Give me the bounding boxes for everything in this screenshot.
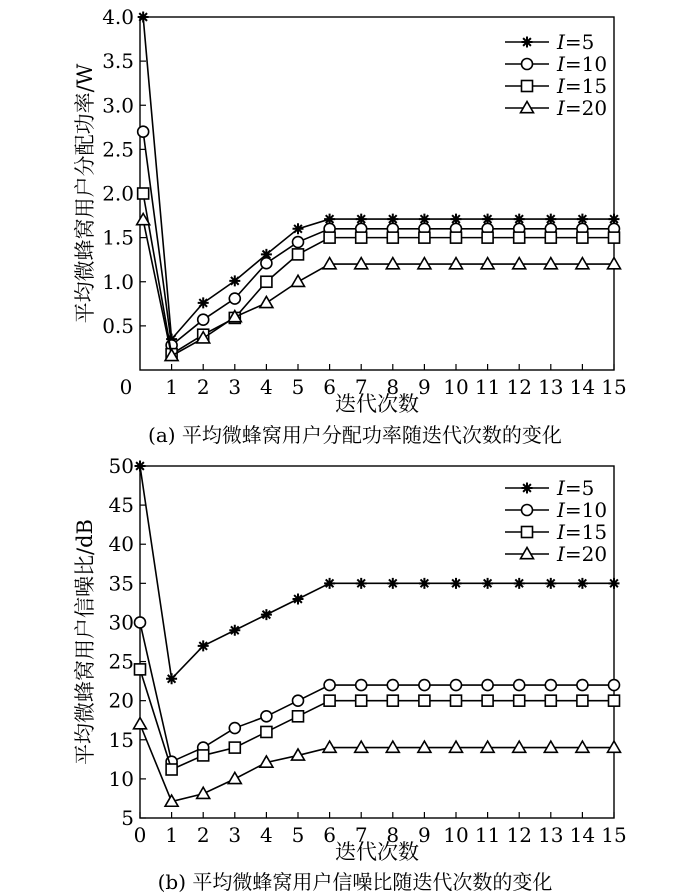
data-point [138, 126, 149, 137]
data-point [324, 680, 335, 691]
x-tick-label: 3 [228, 375, 242, 399]
data-point [609, 232, 620, 243]
data-point [418, 741, 431, 752]
data-point [138, 12, 149, 23]
data-point [609, 578, 620, 589]
data-point [577, 695, 588, 706]
data-point [134, 718, 147, 729]
legend-item [505, 520, 607, 544]
data-point [577, 232, 588, 243]
data-point [451, 695, 462, 706]
legend-marker [522, 81, 533, 92]
y-tick-label: 40 [108, 532, 134, 557]
y-tick-label: 50 [108, 454, 134, 478]
data-point [293, 593, 304, 604]
data-point [324, 232, 335, 243]
data-point [356, 695, 367, 706]
legend-marker [522, 527, 533, 538]
data-point [261, 276, 272, 287]
x-tick-label: 10 [443, 823, 469, 847]
x-tick-label: 1 [165, 823, 178, 847]
legend-item [505, 542, 607, 566]
x-tick-label: 6 [323, 375, 336, 399]
legend-item [505, 30, 594, 54]
data-point [355, 258, 368, 269]
data-point [419, 232, 430, 243]
data-point [387, 578, 398, 589]
x-tick-label: 7 [354, 375, 368, 399]
data-point [577, 578, 588, 589]
x-tick-label: 0 [133, 823, 147, 847]
x-tick-label: 13 [538, 375, 564, 399]
data-point [293, 249, 304, 260]
x-tick-label: 15 [601, 823, 627, 847]
series-I-5 [138, 12, 620, 345]
legend-item [505, 74, 607, 98]
data-point [166, 764, 177, 775]
data-point [482, 695, 493, 706]
y-tick-label: 35 [108, 571, 134, 596]
legend-label: I=20 [557, 96, 608, 120]
data-point [135, 617, 146, 628]
data-point [513, 258, 526, 269]
x-tick-label: 12 [506, 375, 532, 399]
data-point [261, 258, 272, 269]
series-line [143, 132, 614, 346]
data-point [355, 741, 368, 752]
data-point [544, 258, 557, 269]
y-tick-label: 1.0 [102, 269, 134, 294]
y-tick-label: 45 [108, 493, 134, 518]
x-tick-label: 3 [228, 823, 242, 847]
x-tick-label: 5 [291, 823, 305, 847]
y-tick-label: 2.5 [102, 137, 134, 162]
legend-label: I=5 [557, 30, 595, 54]
data-point [324, 695, 335, 706]
data-point [292, 275, 305, 286]
y-tick-label: 5 [121, 806, 134, 830]
legend-marker [522, 37, 533, 48]
legend-marker [522, 483, 533, 494]
data-point [293, 237, 304, 248]
data-point [514, 578, 525, 589]
data-point [260, 296, 273, 307]
series-line [140, 466, 614, 679]
data-point [608, 741, 621, 752]
data-point [481, 258, 494, 269]
chart-a [73, 5, 627, 447]
legend-label: I=10 [557, 52, 608, 76]
y-tick-label: 2.0 [102, 181, 134, 206]
legend-item [505, 52, 607, 76]
y-tick-label: 30 [108, 610, 134, 635]
data-point [293, 695, 304, 706]
data-point [229, 293, 240, 304]
y-tick-label: 15 [108, 727, 134, 752]
data-point [356, 232, 367, 243]
data-point [450, 741, 463, 752]
x-tick-label: 12 [506, 823, 532, 847]
y-tick-label: 10 [108, 766, 134, 791]
data-point [482, 232, 493, 243]
series-line [143, 194, 614, 355]
data-point [576, 258, 589, 269]
data-point [608, 258, 621, 269]
data-point [482, 680, 493, 691]
data-point [451, 578, 462, 589]
x-tick-label: 11 [474, 375, 501, 399]
data-point [261, 609, 272, 620]
x-tick-label: 2 [196, 823, 210, 847]
x-tick-label: 10 [443, 375, 469, 399]
x-tick-label: 14 [569, 375, 596, 399]
series-line [143, 220, 614, 356]
legend-marker [522, 59, 533, 70]
x-tick-label: 8 [386, 823, 400, 847]
y-axis-label: 平均微蜂窝用户信噪比/dB [73, 519, 97, 765]
legend-marker [521, 102, 534, 113]
chart-caption: (b) 平均微蜂窝用户信噪比随迭代次数的变化 [157, 870, 553, 894]
series-line [140, 724, 614, 801]
data-point [135, 461, 146, 472]
data-point [135, 664, 146, 675]
x-tick-label: 14 [569, 823, 596, 847]
x-tick-label: 4 [260, 375, 273, 399]
data-point [356, 578, 367, 589]
data-point [387, 695, 398, 706]
x-tick-label: 15 [601, 375, 627, 399]
data-point [356, 680, 367, 691]
x-tick-label: 8 [386, 375, 400, 399]
data-point [514, 680, 525, 691]
x-tick-label: 11 [474, 823, 501, 847]
data-point [544, 741, 557, 752]
data-point [198, 314, 209, 325]
data-point [545, 232, 556, 243]
data-point [293, 223, 304, 234]
x-tick-label: 5 [291, 375, 305, 399]
y-axis-label: 平均微蜂窝用户分配功率/W [73, 63, 97, 324]
legend-label: I=20 [557, 542, 608, 566]
legend-marker [521, 548, 534, 559]
x-tick-label: 9 [418, 823, 431, 847]
data-point [576, 741, 589, 752]
plot-frame [140, 17, 614, 370]
legend-label: I=15 [557, 74, 608, 98]
data-point [545, 578, 556, 589]
data-point [450, 258, 463, 269]
data-point [198, 640, 209, 651]
legend-label: I=5 [557, 476, 595, 500]
data-point [197, 787, 210, 798]
data-point [419, 578, 430, 589]
x-axis-label: 迭代次数 [335, 392, 419, 416]
y-tick-label: 1.5 [102, 225, 134, 250]
legend-item [505, 476, 594, 500]
y-tick-label: 4.0 [102, 5, 134, 29]
data-point [451, 232, 462, 243]
x-tick-label: 2 [196, 375, 210, 399]
data-point [229, 625, 240, 636]
data-point [229, 742, 240, 753]
series-line [143, 17, 614, 339]
legend [505, 476, 607, 566]
origin-label: 0 [119, 375, 133, 399]
legend-label: I=10 [557, 498, 608, 522]
x-tick-label: 1 [165, 375, 178, 399]
data-point [324, 578, 335, 589]
data-point [198, 297, 209, 308]
data-point [577, 680, 588, 691]
data-point [138, 188, 149, 199]
data-point [418, 258, 431, 269]
chart-caption: (a) 平均微蜂窝用户分配功率随迭代次数的变化 [148, 423, 562, 447]
data-point [261, 711, 272, 722]
series-I-5 [135, 461, 620, 685]
legend-item [505, 498, 607, 522]
data-point [229, 275, 240, 286]
x-tick-label: 4 [260, 823, 273, 847]
x-tick-label: 7 [354, 823, 368, 847]
legend-label: I=15 [557, 520, 608, 544]
data-point [387, 232, 398, 243]
data-point [323, 741, 336, 752]
data-point [545, 680, 556, 691]
x-tick-label: 13 [538, 823, 564, 847]
x-tick-label: 9 [418, 375, 431, 399]
data-point [293, 711, 304, 722]
series-I-20 [134, 718, 621, 807]
data-point [228, 772, 241, 783]
data-point [482, 578, 493, 589]
y-tick-label: 3.5 [102, 49, 134, 74]
legend [505, 30, 607, 120]
data-point [609, 695, 620, 706]
data-point [514, 232, 525, 243]
data-point [545, 695, 556, 706]
y-tick-label: 0.5 [102, 313, 134, 338]
x-tick-label: 6 [323, 823, 336, 847]
data-point [229, 723, 240, 734]
data-point [323, 258, 336, 269]
legend-item [505, 96, 607, 120]
data-point [419, 695, 430, 706]
series-I-10 [135, 617, 620, 767]
data-point [451, 680, 462, 691]
data-point [387, 680, 398, 691]
data-point [481, 741, 494, 752]
data-point [513, 741, 526, 752]
series-line [140, 622, 614, 761]
x-axis-label: 迭代次数 [335, 840, 419, 864]
data-point [386, 258, 399, 269]
data-point [514, 695, 525, 706]
data-point [166, 673, 177, 684]
y-tick-label: 3.0 [102, 93, 134, 118]
chart-b [73, 454, 627, 894]
data-point [261, 726, 272, 737]
y-tick-label: 20 [108, 688, 134, 713]
data-point [198, 750, 209, 761]
data-point [609, 680, 620, 691]
legend-marker [522, 505, 533, 516]
data-point [386, 741, 399, 752]
data-point [419, 680, 430, 691]
y-tick-label: 25 [108, 649, 134, 674]
